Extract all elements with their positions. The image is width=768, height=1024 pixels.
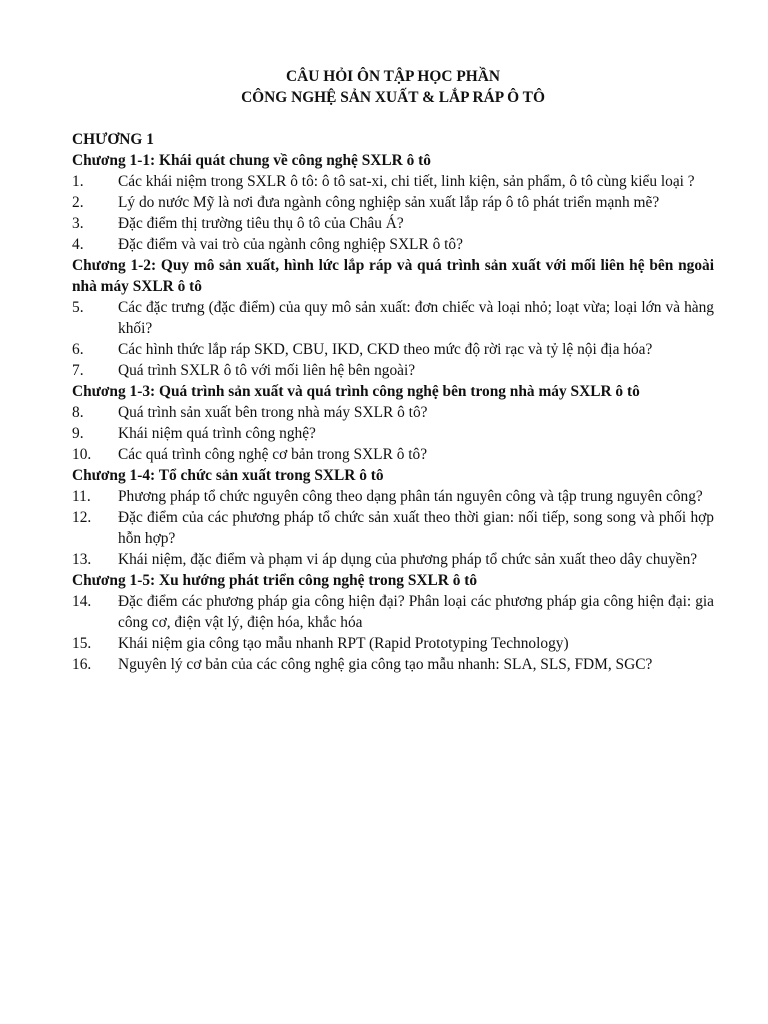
- question-text: Nguyên lý cơ bản của các công nghệ gia công tạo mẫu nhanh: SLA, SLS, FDM, SGC?: [118, 656, 653, 673]
- question-text: Các quá trình công nghệ cơ bản trong SXLR ô tô?: [118, 446, 428, 463]
- question-item: [72, 654, 714, 675]
- question-text: Khái niệm quá trình công nghệ?: [118, 425, 316, 442]
- question-number: 5.: [72, 299, 84, 316]
- section-heading: Chương 1-4: Tổ chức sản xuất trong SXLR ô tô: [72, 467, 384, 484]
- question-number: 4.: [72, 236, 84, 253]
- question-item: [72, 339, 714, 360]
- section-heading: Chương 1-5: Xu hướng phát triển công nghệ trong SXLR ô tô: [72, 572, 478, 589]
- question-text: Khái niệm gia công tạo mẫu nhanh RPT (Rapid Prototyping Technology): [118, 635, 569, 652]
- document-title-line2: CÔNG NGHỆ SẢN XUẤT & LẮP RÁP Ô TÔ: [241, 89, 545, 106]
- title-spacer: [72, 108, 714, 129]
- question-item: [72, 234, 714, 255]
- question-number: 11.: [72, 488, 91, 505]
- question-number: 8.: [72, 404, 84, 421]
- question-text: Đặc điểm và vai trò của ngành công nghiệp SXLR ô tô?: [118, 236, 463, 253]
- question-item: [72, 633, 714, 654]
- question-item: [72, 549, 714, 570]
- section-heading: Chương 1-1: Khái quát chung về công nghệ SXLR ô tô: [72, 152, 431, 169]
- question-text: Đặc điểm các phương pháp gia công hiện đại? Phân loại các phương pháp gia công hiện đại: gia công cơ, điện vật lý, điện hóa, khắc hóa: [118, 593, 714, 631]
- document-page: [72, 66, 714, 675]
- question-number: 15.: [72, 635, 92, 652]
- question-text: Khái niệm, đặc điểm và phạm vi áp dụng của phương pháp tổ chức sản xuất theo dây chuyền?: [118, 551, 698, 568]
- question-item: [72, 423, 714, 444]
- document-title-line1: CÂU HỎI ÔN TẬP HỌC PHẦN: [286, 68, 500, 85]
- question-item: [72, 213, 714, 234]
- question-number: 13.: [72, 551, 92, 568]
- question-number: 1.: [72, 173, 84, 190]
- question-text: Các hình thức lắp ráp SKD, CBU, IKD, CKD theo mức độ rời rạc và tỷ lệ nội địa hóa?: [118, 341, 653, 358]
- question-text: Phương pháp tổ chức nguyên công theo dạng phân tán nguyên công và tập trung nguyên công?: [118, 488, 703, 505]
- question-number: 3.: [72, 215, 84, 232]
- chapter-title: CHƯƠNG 1: [72, 131, 154, 148]
- question-number: 6.: [72, 341, 84, 358]
- section-heading: Chương 1-2: Quy mô sản xuất, hình lức lắp ráp và quá trình sản xuất với mối liên hệ bên ngoài nhà máy SXLR ô tô: [72, 257, 714, 295]
- question-item: [72, 402, 714, 423]
- question-item: [72, 444, 714, 465]
- question-text: Đặc điểm của các phương pháp tổ chức sản xuất theo thời gian: nối tiếp, song song và phối hợp hỗn hợp?: [118, 509, 714, 547]
- question-text: Quá trình sản xuất bên trong nhà máy SXLR ô tô?: [118, 404, 428, 421]
- section-heading: Chương 1-3: Quá trình sản xuất và quá trình công nghệ bên trong nhà máy SXLR ô tô: [72, 383, 640, 400]
- question-number: 12.: [72, 509, 92, 526]
- question-item: [72, 171, 714, 192]
- question-number: 10.: [72, 446, 92, 463]
- question-text: Các đặc trưng (đặc điểm) của quy mô sản xuất: đơn chiếc và loại nhỏ; loạt vừa; loại lớn và hàng khối?: [118, 299, 714, 337]
- question-number: 7.: [72, 362, 84, 379]
- question-sections: [72, 150, 714, 675]
- question-item: [72, 192, 714, 213]
- question-item: [72, 297, 714, 339]
- question-number: 14.: [72, 593, 92, 610]
- question-text: Đặc điểm thị trường tiêu thụ ô tô của Châu Á?: [118, 215, 404, 232]
- question-item: [72, 507, 714, 549]
- question-text: Quá trình SXLR ô tô với mối liên hệ bên ngoài?: [118, 362, 416, 379]
- question-item: [72, 486, 714, 507]
- question-item: [72, 360, 714, 381]
- question-number: 16.: [72, 656, 92, 673]
- question-number: 9.: [72, 425, 84, 442]
- question-number: 2.: [72, 194, 84, 211]
- question-text: Lý do nước Mỹ là nơi đưa ngành công nghiệp sản xuất lắp ráp ô tô phát triển mạnh mẽ?: [118, 194, 660, 211]
- question-text: Các khái niệm trong SXLR ô tô: ô tô sat-xi, chi tiết, linh kiện, sản phẩm, ô tô cùng kiểu loại ?: [118, 173, 695, 190]
- question-item: [72, 591, 714, 633]
